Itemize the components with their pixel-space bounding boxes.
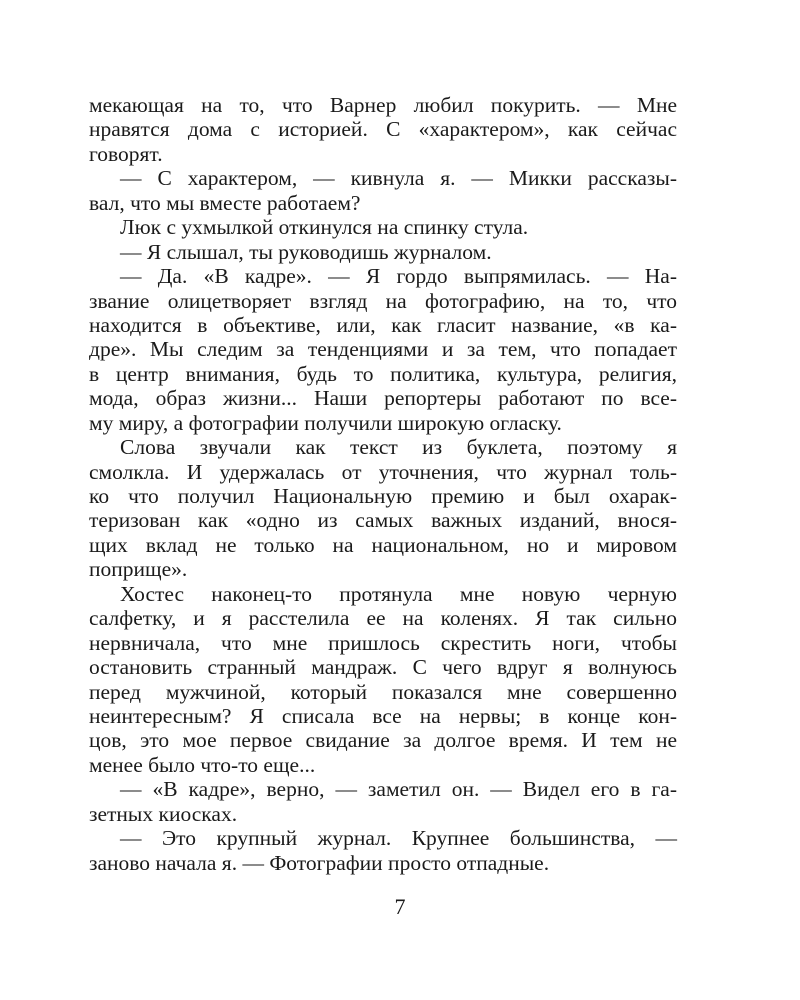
paragraph [89, 826, 677, 875]
text-line: перед мужчиной, который показался мне совершенно [89, 679, 677, 704]
text-line: в центр внимания, будь то политика, культура, религия, [89, 361, 677, 386]
paragraph [89, 215, 677, 239]
text-line: щих вклад не только на национальном, но и мировом [89, 532, 677, 557]
text-line: вал, что мы вместе работаем? [89, 190, 361, 215]
page-number: 7 [394, 894, 406, 919]
text-line: находится в объективе, или, как гласит название, «в ка- [89, 312, 677, 337]
text-line: звание олицетворяет взгляд на фотографию, на то, что [89, 288, 677, 313]
paragraph [89, 777, 677, 826]
paragraph [89, 166, 677, 215]
paragraph [89, 240, 677, 264]
text-line: — «В кадре», верно, — заметил он. — Видел его в га- [120, 777, 677, 802]
text-line: зетных киосках. [89, 801, 238, 826]
text-line: ко что получил Национальную премию и был охарак- [89, 484, 677, 508]
paragraph [89, 582, 677, 778]
text-line: нравятся дома с историей. С «характером», как сейчас [89, 117, 677, 142]
text-line: цов, это мое первое свидание за долгое время. И тем не [89, 728, 677, 753]
text-line: Слова звучали как текст из буклета, поэтому я [120, 435, 677, 460]
text-line: — С характером, — кивнула я. — Микки рассказы- [120, 166, 677, 191]
paragraph [89, 264, 677, 435]
text-line: смолкла. И удержалась от уточнения, что журнал толь- [89, 459, 677, 484]
paragraph [89, 93, 677, 166]
body-text [89, 93, 677, 875]
text-line: му миру, а фотографии получили широкую огласку. [89, 410, 562, 435]
text-line: поприще». [89, 557, 188, 582]
text-line: менее было что-то еще... [89, 752, 316, 777]
text-line: — Да. «В кадре». — Я гордо выпрямилась. — На- [120, 264, 677, 289]
text-line: неинтересным? Я списала все на нервы; в конце кон- [89, 703, 677, 728]
paragraph [89, 435, 677, 582]
text-line: — Это крупный журнал. Крупнее большинства, — [120, 826, 677, 851]
text-line: Люк с ухмылкой откинулся на спинку стула. [120, 215, 529, 240]
text-line: нервничала, что мне пришлось скрестить ноги, чтобы [89, 630, 677, 655]
text-line: говорят. [89, 141, 163, 166]
text-line: Хостес наконец-то протянула мне новую черную [120, 581, 677, 606]
text-line: теризован как «одно из самых важных изданий, внося- [89, 508, 677, 533]
text-line: остановить странный мандраж. С чего вдруг я волнуюсь [89, 655, 677, 680]
text-line: мода, образ жизни... Наши репортеры работают по все- [89, 386, 677, 411]
text-line: мекающая на то, что Варнер любил покурить. — Мне [89, 93, 677, 117]
text-line: салфетку, и я расстелила ее на коленях. Я так сильно [89, 606, 677, 631]
text-line: — Я слышал, ты руководишь журналом. [120, 239, 492, 264]
text-line: дре». Мы следим за тенденциями и за тем, что попадает [89, 337, 677, 362]
text-line: заново начала я. — Фотографии просто отпадные. [89, 850, 550, 875]
